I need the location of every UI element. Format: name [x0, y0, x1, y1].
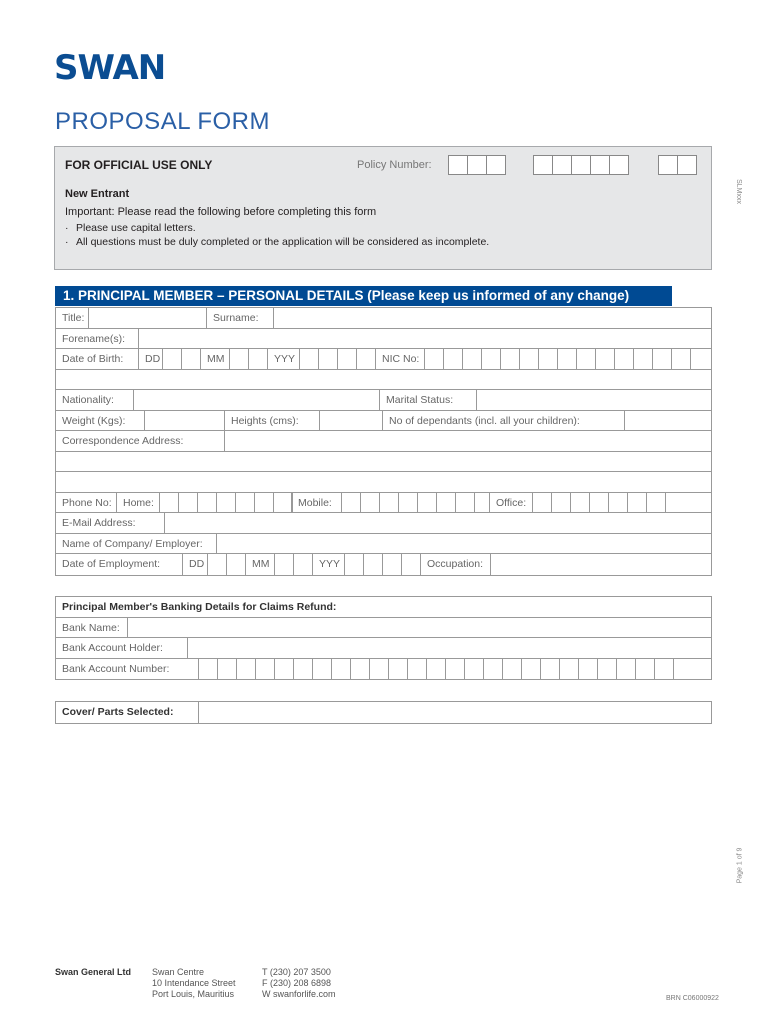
company-label: Name of Company/ Employer: [62, 537, 203, 550]
footer-address: Swan Centre 10 Intendance Street Port Louis, Mauritius [152, 967, 236, 999]
instruction-item: · All questions must be duly completed or the application will be considered as incomplete. [65, 235, 489, 249]
weight-label: Weight (Kgs): [62, 414, 126, 427]
company-field[interactable] [216, 534, 711, 554]
account-number-label: Bank Account Number: [62, 662, 170, 675]
forenames-field[interactable] [138, 329, 711, 349]
dependants-field[interactable] [624, 411, 711, 431]
dob-label: Date of Birth: [62, 353, 124, 365]
marital-field[interactable] [476, 390, 711, 410]
weight-field[interactable] [144, 411, 224, 431]
correspondence-field[interactable] [224, 431, 711, 451]
footer-contact: T (230) 207 3500 F (230) 208 6898 W swanforlife.com [262, 967, 336, 999]
email-label: E-Mail Address: [62, 517, 136, 529]
side-code: SLMxxx [735, 179, 742, 204]
row-account-number [56, 659, 711, 680]
nationality-label: Nationality: [62, 394, 114, 406]
doe-mm[interactable]: MM [245, 554, 270, 575]
dob-dd-boxes[interactable] [162, 349, 200, 369]
doe-dd-boxes[interactable] [207, 554, 245, 575]
row-blank-1[interactable] [56, 370, 711, 391]
policy-number-group-3[interactable] [659, 155, 697, 175]
doe-dd[interactable]: DD [182, 554, 204, 575]
marital-label: Marital Status: [379, 390, 453, 410]
occupation-field[interactable] [490, 554, 711, 575]
dob-year-boxes[interactable] [299, 349, 375, 369]
row-company [56, 534, 711, 555]
row-bank-name [56, 618, 711, 639]
section1-header: 1. PRINCIPAL MEMBER – PERSONAL DETAILS (Please keep us informed of any change) [55, 286, 672, 306]
doe-label: Date of Employment: [62, 558, 161, 570]
official-heading: FOR OFFICIAL USE ONLY [65, 158, 213, 172]
row-cover [56, 702, 711, 723]
official-use-box [54, 146, 712, 270]
nic-boxes[interactable] [424, 349, 709, 369]
correspondence-label: Correspondence Address: [62, 435, 184, 447]
banking-title: Principal Member's Banking Details for Claims Refund: [62, 601, 337, 613]
office-label: Office: [489, 493, 526, 513]
surname-label: Surname: [206, 308, 259, 328]
occupation-label: Occupation: [420, 554, 483, 575]
height-label: Heights (cms): [224, 411, 299, 431]
mobile-phone-boxes[interactable] [341, 493, 493, 513]
doe-mm-boxes[interactable] [274, 554, 312, 575]
bank-name-label: Bank Name: [62, 621, 120, 634]
phone-label: Phone No: [62, 496, 112, 509]
row-title [56, 308, 711, 329]
row-employment [56, 554, 711, 575]
dob-mm[interactable]: MM [200, 349, 225, 369]
dob-yyy[interactable]: YYY [267, 349, 295, 369]
policy-number-label: Policy Number: [357, 159, 432, 171]
footer-company: Swan General Ltd [55, 967, 132, 977]
home-phone-boxes[interactable] [159, 493, 311, 513]
dob-dd[interactable]: DD [138, 349, 160, 369]
row-forenames [56, 329, 711, 350]
row-dob [56, 349, 711, 370]
title-field[interactable] [88, 308, 206, 328]
row-nationality [56, 390, 711, 411]
policy-number-group-1[interactable] [449, 155, 506, 175]
banking-grid [55, 596, 712, 680]
home-label: Home: [116, 493, 154, 513]
dependants-label: No of dependants (incl. all your children): [382, 411, 580, 431]
cover-grid [55, 701, 712, 724]
account-number-boxes[interactable] [198, 659, 692, 680]
new-entrant-label: New Entrant [65, 188, 130, 200]
instructions-list [65, 221, 489, 249]
forenames-label: Forename(s): [62, 332, 126, 345]
cover-field[interactable] [198, 702, 711, 723]
dob-mm-boxes[interactable] [229, 349, 267, 369]
account-holder-label: Bank Account Holder: [62, 642, 163, 654]
page-number: Page 1 of 9 [736, 847, 744, 884]
nic-label: NIC No: [375, 349, 419, 369]
row-account-holder [56, 638, 711, 659]
swan-logo: SWAN [54, 48, 166, 88]
row-email [56, 513, 711, 534]
doe-yyy[interactable]: YYY [312, 554, 340, 575]
bank-name-field[interactable] [127, 618, 711, 638]
personal-details-grid [55, 307, 712, 576]
account-holder-field[interactable] [187, 638, 711, 658]
mobile-label: Mobile: [291, 493, 332, 513]
policy-number-group-2[interactable] [534, 155, 629, 175]
form-title: PROPOSAL FORM [55, 108, 270, 135]
row-address-3[interactable] [56, 472, 711, 493]
row-banking-title [56, 597, 711, 618]
nationality-field[interactable] [133, 390, 379, 410]
email-field[interactable] [164, 513, 711, 533]
important-note: Important: Please read the following before completing this form [65, 206, 377, 218]
row-correspondence [56, 431, 711, 452]
cover-label: Cover/ Parts Selected: [62, 706, 174, 718]
footer-brn: BRN C06000922 [666, 995, 719, 1002]
office-phone-boxes[interactable] [532, 493, 684, 513]
title-label: Title: [62, 312, 85, 324]
row-weight [56, 411, 711, 432]
instruction-item: · Please use capital letters. [65, 221, 489, 235]
row-address-2[interactable] [56, 452, 711, 473]
height-field[interactable] [319, 411, 382, 431]
doe-year-boxes[interactable] [344, 554, 420, 575]
row-phone [56, 493, 711, 514]
surname-field[interactable] [273, 308, 711, 328]
